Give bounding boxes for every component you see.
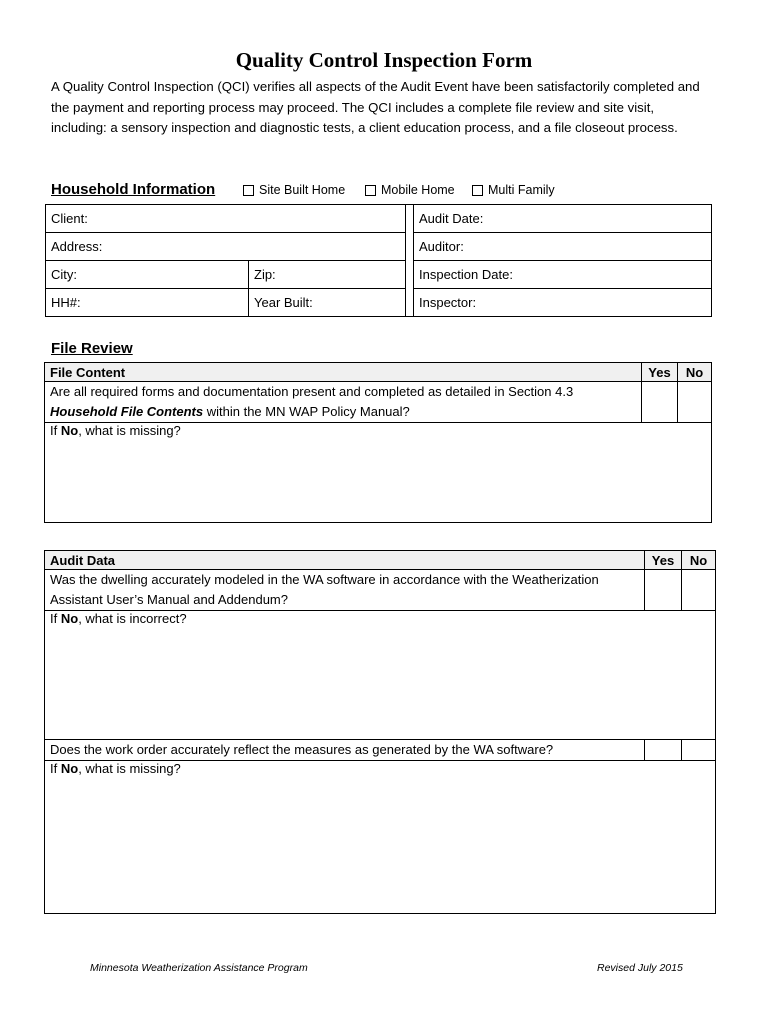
if-suffix: , what is incorrect? bbox=[78, 611, 187, 626]
if-prefix: If bbox=[50, 761, 61, 776]
form-title: Quality Control Inspection Form bbox=[235, 48, 533, 72]
checkbox-label: Mobile Home bbox=[381, 183, 455, 197]
no-header: No bbox=[678, 363, 712, 382]
table-divider bbox=[406, 205, 414, 317]
yes-header: Yes bbox=[642, 363, 678, 382]
yes-cell[interactable] bbox=[645, 740, 682, 761]
checkbox-mobile-home[interactable] bbox=[365, 183, 455, 197]
if-prefix: If bbox=[50, 423, 61, 438]
checkbox-label: Multi Family bbox=[488, 183, 555, 197]
hh-field[interactable]: HH#: bbox=[46, 289, 249, 317]
checkbox-icon bbox=[243, 185, 254, 196]
if-suffix: , what is missing? bbox=[78, 761, 181, 776]
file-review-table bbox=[44, 362, 712, 523]
no-header: No bbox=[682, 551, 716, 570]
yes-cell[interactable] bbox=[645, 570, 682, 611]
if-prefix: If bbox=[50, 611, 61, 626]
no-cell[interactable] bbox=[678, 382, 712, 423]
auditor-field[interactable]: Auditor: bbox=[414, 233, 712, 261]
question-work-order: Does the work order accurately reflect the measures as generated by the WA software? bbox=[45, 740, 645, 761]
if-no-bold: No bbox=[60, 611, 79, 626]
footer-program-name: Minnesota Weatherization Assistance Program bbox=[90, 962, 308, 974]
yes-cell[interactable] bbox=[642, 382, 678, 423]
incorrect-notes-area[interactable] bbox=[45, 611, 716, 740]
if-no-bold: No bbox=[60, 761, 79, 776]
checkbox-multi-family[interactable] bbox=[472, 183, 555, 197]
address-field[interactable]: Address: bbox=[46, 233, 406, 261]
missing-notes-area[interactable] bbox=[45, 423, 712, 523]
missing-notes-area[interactable] bbox=[45, 761, 716, 914]
checkbox-icon bbox=[365, 185, 376, 196]
question-text: Are all required forms and documentation present and completed as detailed in Section 4.3 bbox=[50, 384, 574, 399]
year-built-field[interactable]: Year Built: bbox=[249, 289, 406, 317]
zip-field[interactable]: Zip: bbox=[249, 261, 406, 289]
city-field[interactable]: City: bbox=[46, 261, 249, 289]
checkbox-site-built[interactable] bbox=[243, 183, 345, 197]
no-cell[interactable] bbox=[682, 570, 716, 611]
no-cell[interactable] bbox=[682, 740, 716, 761]
checkbox-icon bbox=[472, 185, 483, 196]
household-table bbox=[45, 204, 712, 317]
checkbox-label: Site Built Home bbox=[259, 183, 346, 197]
footer-revision: Revised July 2015 bbox=[597, 962, 683, 974]
if-suffix: , what is missing? bbox=[78, 423, 181, 438]
client-field[interactable]: Client: bbox=[46, 205, 406, 233]
question-dwelling-modeled: Was the dwelling accurately modeled in the WA software in accordance with the Weatherization Assistant User’s Manual and Addendum? bbox=[45, 570, 645, 611]
audit-data-table bbox=[44, 550, 716, 914]
intro-paragraph: A Quality Control Inspection (QCI) verifies all aspects of the Audit Event have been satisfactorily completed and the payment and reporting process may proceed. The QCI includes a complete file review and site visit, including: a sensory inspection and diagnostic tests, a client education process, and a file closeout process. bbox=[51, 79, 700, 135]
inspector-field[interactable]: Inspector: bbox=[414, 289, 712, 317]
audit-data-header: Audit Data bbox=[45, 551, 645, 570]
file-content-header: File Content bbox=[45, 363, 642, 382]
inspection-date-field[interactable]: Inspection Date: bbox=[414, 261, 712, 289]
household-heading: Household Information bbox=[51, 181, 216, 198]
file-review-heading: File Review bbox=[51, 340, 133, 357]
audit-date-field[interactable]: Audit Date: bbox=[414, 205, 712, 233]
question-text-rest: within the MN WAP Policy Manual? bbox=[203, 404, 410, 419]
yes-header: Yes bbox=[645, 551, 682, 570]
question-emphasis: Household File Contents bbox=[50, 404, 204, 419]
if-no-bold: No bbox=[60, 423, 79, 438]
question-file-contents bbox=[45, 382, 642, 423]
